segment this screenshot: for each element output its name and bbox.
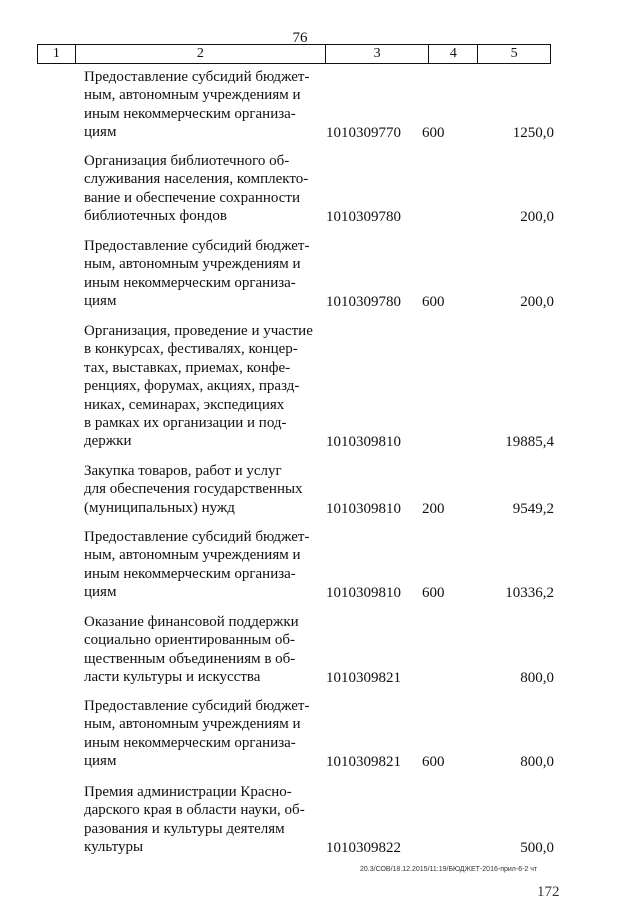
row-code: 1010309810 [326,433,401,450]
row-code: 1010309810 [326,584,401,601]
sheet-number: 172 [537,884,560,900]
header-col-2: 2 [76,45,326,63]
table-row [84,462,554,518]
row-amount: 500,0 [520,839,554,856]
row-type: 200 [422,500,445,517]
row-code: 1010309821 [326,669,401,686]
row-description: Премия администрации Красно- дарского края в области науки, об- разования и культуры деятелям культуры [84,784,305,856]
header-col-5: 5 [510,46,518,61]
row-description: Организация библиотечного об- служивания населения, комплекто- вание и обеспечение сохранности библиотечных фондов [84,153,309,225]
table-row [84,613,554,687]
table-row [84,68,554,142]
row-amount: 19885,4 [505,433,554,450]
row-amount: 10336,2 [505,584,554,601]
row-type: 600 [422,584,445,601]
table-row [84,152,554,226]
page-number: 76 [292,30,308,46]
row-amount: 200,0 [520,293,554,310]
table-row [84,528,554,602]
row-amount: 9549,2 [512,500,554,517]
table-row [84,322,554,451]
row-description: Организация, проведение и участие в конкурсах, фестивалях, концер- тах, выставках, приемах, конфе- ренциях, форумах, акциях, празд- никах, семинарах, экспедициях в рамках их организации и под- держки [84,323,313,450]
header-col-4: 4 [429,45,478,63]
header-col-3: 3 [326,45,430,63]
table-row [84,237,554,311]
row-type: 600 [422,124,445,141]
row-description: Предоставление субсидий бюджет- ным, автономным учреждениям и иным некоммерческим организа- циям [84,529,310,601]
row-code: 1010309780 [326,208,401,225]
table-row [84,783,554,857]
row-code: 1010309770 [326,124,401,141]
row-code: 1010309822 [326,839,401,856]
row-description: Оказание финансовой поддержки социально ориентированным об- щественным объединениям в об- ласти культуры и искусства [84,614,299,686]
row-amount: 200,0 [520,208,554,225]
row-description: Предоставление субсидий бюджет- ным, автономным учреждениям и иным некоммерческим организа- циям [84,698,310,770]
row-amount: 800,0 [520,669,554,686]
row-amount: 800,0 [520,753,554,770]
row-description: Закупка товаров, работ и услуг для обеспечения государственных (муниципальных) нужд [84,463,303,516]
header-col-1: 1 [38,45,76,63]
document-stamp: 20.3/СОВ/18.12.2015/11:19/БЮДЖЕТ-2016-прил-6-2 чт [360,866,538,873]
row-code: 1010309780 [326,293,401,310]
row-description: Предоставление субсидий бюджет- ным, автономным учреждениям и иным некоммерческим организа- циям [84,238,310,310]
row-type: 600 [422,293,445,310]
row-type: 600 [422,753,445,770]
row-code: 1010309810 [326,500,401,517]
table-header [37,44,551,64]
row-amount: 1250,0 [512,124,554,141]
row-description: Предоставление субсидий бюджет- ным, автономным учреждениям и иным некоммерческим организа- циям [84,69,310,141]
row-code: 1010309821 [326,753,401,770]
table-row [84,697,554,771]
